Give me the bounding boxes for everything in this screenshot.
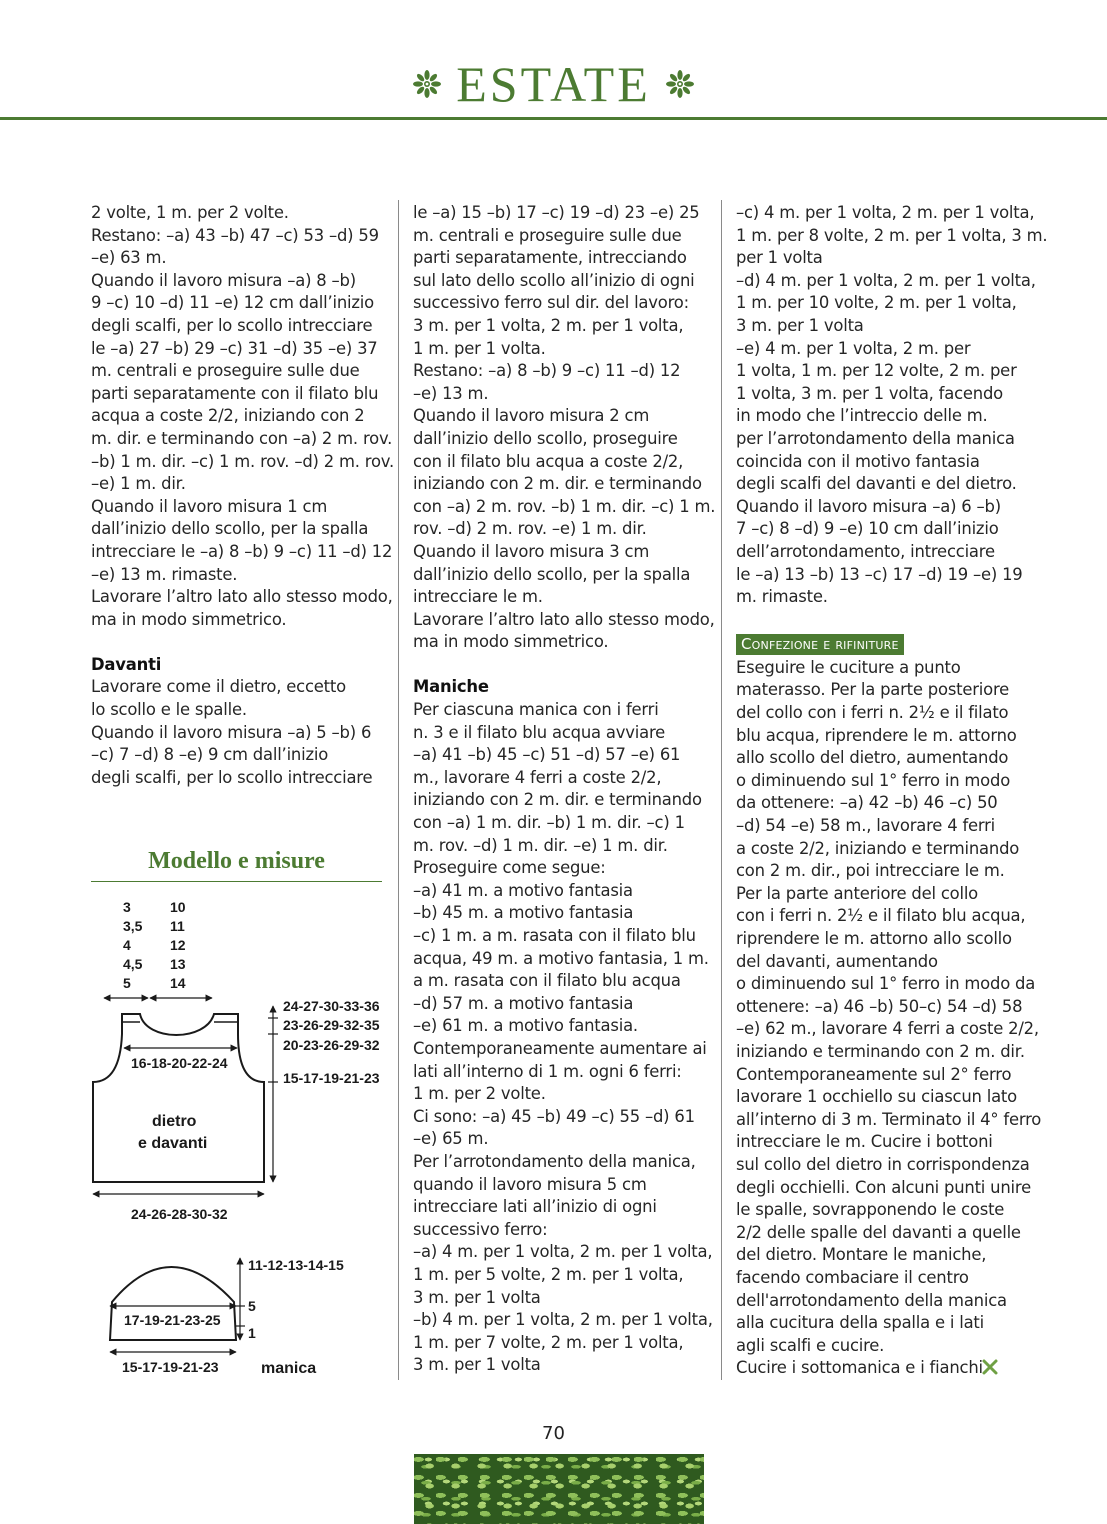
text-line: intrecciare lati all’inizio di ogni	[413, 1197, 657, 1217]
text-line: rov. –d) 2 m. rov. –e) 1 m. dir.	[413, 519, 647, 539]
text-line: agli scalfi e cucire.	[736, 1335, 885, 1355]
text-line: Quando il lavoro misura 2 cm	[413, 406, 650, 426]
text-line: –e) 13 m. rimaste.	[91, 564, 238, 584]
model-title: Modello e misure	[148, 848, 325, 874]
text-line: –d) 54 –e) 58 m., lavorare 4 ferri	[736, 816, 996, 836]
text-line: Quando il lavoro misura –a) 5 –b) 6	[91, 722, 372, 742]
size-label: 4	[123, 937, 131, 953]
text-line: del dietro. Montare le maniche,	[736, 1245, 987, 1265]
text-line: intrecciare le m.	[413, 587, 543, 607]
text-line: da ottenere: –a) 42 –b) 46 –c) 50	[736, 793, 998, 813]
text-line: –e) 1 m. dir.	[91, 474, 186, 494]
text-line: –e) 13 m.	[413, 383, 489, 403]
size-label: 13	[170, 956, 186, 972]
text-line: materasso. Per la parte posteriore	[736, 680, 1010, 700]
sleeve-height-label: 5	[248, 1298, 256, 1314]
text-line: le –a) 27 –b) 29 –c) 31 –d) 35 –e) 37	[91, 338, 378, 358]
text-line: 3 m. per 1 volta	[736, 315, 864, 335]
text-line: all’interno di 3 m. Terminato il 4° ferro	[736, 1109, 1042, 1129]
text-line: con il filato blu acqua a coste 2/2,	[413, 451, 684, 471]
text-line: ma in modo simmetrico.	[413, 632, 609, 652]
page-title: ESTATE	[456, 56, 651, 112]
text-line: Cucire i sottomanica e i fianchi.	[736, 1358, 988, 1378]
text-line: sul lato dello scollo all’inizio di ogni	[413, 270, 695, 290]
text-line: 2/2 delle spalle del davanti a quelle	[736, 1222, 1021, 1242]
text-line: 7 –c) 8 –d) 9 –e) 10 cm dall’inizio	[736, 519, 999, 539]
text-line: con –a) 1 m. dir. –b) 1 m. dir. –c) 1	[413, 813, 685, 833]
text-line: degli scalfi del davanti e del dietro.	[736, 474, 1017, 494]
size-table	[123, 899, 186, 991]
text-line: dall’inizio dello scollo, per la spalla	[91, 519, 369, 539]
text-line: riprendere le m. attorno allo scollo	[736, 929, 1012, 948]
text-line: 1 m. per 10 volte, 2 m. per 1 volta,	[736, 293, 1017, 313]
text-line: dall’inizio dello scollo, per la spalla	[413, 564, 691, 584]
size-label: 14	[170, 975, 186, 991]
text-line: n. 3 e il filato blu acqua avviare	[413, 722, 666, 742]
text-line: –a) 41 –b) 45 –c) 51 –d) 57 –e) 61	[413, 745, 681, 765]
text-line: –a) 4 m. per 1 volta, 2 m. per 1 volta,	[413, 1242, 713, 1262]
text-line: m. rov. –d) 1 m. dir. –e) 1 m. dir.	[413, 835, 668, 855]
section-label-confezione: Confezione e rifiniture	[736, 634, 904, 655]
text-line: le –a) 13 –b) 13 –c) 17 –d) 19 –e) 19	[736, 564, 1023, 584]
text-line: del collo con i ferri n. 2½ e il filato	[736, 703, 1009, 723]
text-line: a m. rasata con il filato blu acqua	[413, 971, 681, 991]
text-line: Per ciascuna manica con i ferri	[413, 700, 659, 720]
text-line: Lavorare come il dietro, eccetto	[91, 677, 346, 697]
text-line: quando il lavoro misura 5 cm	[413, 1174, 647, 1194]
text-line: Quando il lavoro misura 1 cm	[91, 496, 328, 516]
text-line: parti separatamente, intrecciando	[413, 248, 687, 268]
size-label: 3	[123, 899, 131, 915]
text-line: intrecciare le m. Cucire i bottoni	[736, 1132, 993, 1152]
text-line: sul collo del dietro in corrispondenza	[736, 1154, 1030, 1174]
text-line: o diminuendo sul 1° ferro in modo da	[736, 974, 1036, 994]
text-line: –d) 4 m. per 1 volta, 2 m. per 1 volta,	[736, 270, 1036, 290]
text-line: successivo ferro sul dir. del lavoro:	[413, 293, 689, 313]
sleeve-cap-label: 11-12-13-14-15	[248, 1257, 344, 1273]
text-line: m. centrali e proseguire sulle due	[91, 361, 360, 381]
text-line: Quando il lavoro misura 3 cm	[413, 541, 650, 561]
text-line: 1 m. per 7 volte, 2 m. per 1 volta,	[413, 1332, 684, 1352]
text-line: 3 m. per 1 volta	[413, 1355, 541, 1375]
text-line: facendo combaciare il centro	[736, 1267, 969, 1287]
text-line: o diminuendo sul 1° ferro in modo	[736, 770, 1011, 790]
text-line: dell'arrotondamento della manica	[736, 1290, 1007, 1310]
text-line: per 1 volta	[736, 248, 823, 268]
text-line: Ci sono: –a) 45 –b) 49 –c) 55 –d) 61	[413, 1106, 695, 1126]
text-line: con 2 m. dir., poi intrecciare le m.	[736, 861, 1005, 881]
text-line: Restano: –a) 43 –b) 47 –c) 53 –d) 59	[91, 225, 379, 245]
text-line: m. dir. e terminando con –a) 2 m. rov.	[91, 428, 393, 448]
text-line: m. centrali e proseguire sulle due	[413, 225, 682, 245]
sleeve-height-label: 1	[248, 1325, 256, 1341]
sleeve-outline	[110, 1267, 236, 1340]
text-line: 1 m. per 5 volte, 2 m. per 1 volta,	[413, 1264, 684, 1284]
text-line: Restano: –a) 8 –b) 9 –c) 11 –d) 12	[413, 361, 681, 381]
bottom-width-label: 24-26-28-30-32	[131, 1206, 228, 1222]
text-line: Per l’arrotondamento della manica,	[413, 1151, 696, 1171]
section-heading: Maniche	[413, 677, 489, 697]
page-number: 70	[542, 1423, 565, 1444]
height-label: 24-27-30-33-36	[283, 998, 380, 1014]
text-line: degli occhielli. Con alcuni punti unire	[736, 1177, 1031, 1197]
text-line: acqua a coste 2/2, iniziando con 2	[91, 406, 365, 426]
text-line: Contemporaneamente aumentare ai	[413, 1038, 707, 1058]
body-label: dietro	[152, 1113, 197, 1130]
text-line: in modo che l’intreccio delle m.	[736, 406, 988, 426]
text-line: con i ferri n. 2½ e il filato blu acqua,	[736, 906, 1026, 926]
text-line: con –a) 2 m. rov. –b) 1 m. dir. –c) 1 m.	[413, 496, 716, 516]
text-line: per l’arrotondamento della manica	[736, 428, 1015, 448]
text-line: alla cucitura della spalla e i lati	[736, 1313, 985, 1333]
text-line: iniziando con 2 m. dir. e terminando	[413, 790, 702, 810]
text-line: –e) 62 m., lavorare 4 ferri a coste 2/2,	[736, 1019, 1039, 1039]
text-line: Proseguire come segue:	[413, 858, 606, 878]
text-line: 3 m. per 1 volta	[413, 1287, 541, 1307]
text-line: blu acqua, riprendere le m. attorno	[736, 725, 1017, 745]
end-mark-icon	[984, 1361, 996, 1373]
text-line: 1 m. per 2 volte.	[413, 1084, 546, 1104]
sleeve-bottom-label: 15-17-19-21-23	[122, 1359, 219, 1375]
text-line: acqua, 49 m. a motivo fantasia, 1 m.	[413, 948, 709, 968]
text-line: allo scollo del dietro, aumentando	[736, 748, 1009, 768]
text-line: –e) 63 m.	[91, 248, 167, 268]
text-line: successivo ferro:	[413, 1219, 548, 1239]
text-line: lati all’interno di 1 m. ogni 6 ferri:	[413, 1061, 682, 1081]
text-line: –a) 41 m. a motivo fantasia	[413, 880, 633, 900]
sleeve-label: manica	[261, 1360, 317, 1377]
text-line: lo scollo e le spalle.	[91, 700, 247, 720]
height-label: 23-26-29-32-35	[283, 1017, 380, 1033]
text-line: m. rimaste.	[736, 587, 828, 607]
text-line: Quando il lavoro misura –a) 6 –b)	[736, 496, 1001, 516]
text-line: coincida con il motivo fantasia	[736, 451, 980, 471]
text-line: degli scalfi, per lo scollo intrecciare	[91, 315, 373, 335]
yarn-swatch-image	[414, 1454, 704, 1524]
inner-width-label: 16-18-20-22-24	[131, 1055, 228, 1071]
text-line: degli scalfi, per lo scollo intrecciare	[91, 767, 373, 787]
text-line: Contemporaneamente sul 2° ferro	[736, 1064, 1012, 1084]
body-outline	[93, 1014, 264, 1182]
height-label: 15-17-19-21-23	[283, 1070, 380, 1086]
text-line: intrecciare le –a) 8 –b) 9 –c) 11 –d) 12	[91, 541, 393, 561]
text-line: 1 m. per 8 volte, 2 m. per 1 volta, 3 m.	[736, 225, 1048, 245]
text-line: Eseguire le cuciture a punto	[736, 657, 961, 677]
text-line: 1 volta, 3 m. per 1 volta, facendo	[736, 383, 1004, 403]
section-heading: Davanti	[91, 654, 162, 674]
text-line: –b) 1 m. dir. –c) 1 m. rov. –d) 2 m. rov.	[91, 451, 395, 471]
text-line: ma in modo simmetrico.	[91, 609, 287, 629]
text-line: le spalle, sovrapponendo le coste	[736, 1200, 1005, 1220]
size-label: 4,5	[123, 956, 143, 972]
text-line: 1 volta, 1 m. per 12 volte, 2 m. per	[736, 361, 1017, 381]
text-line: –e) 65 m.	[413, 1129, 489, 1149]
text-line: –d) 57 m. a motivo fantasia	[413, 993, 634, 1013]
size-label: 10	[170, 899, 186, 915]
text-line: del davanti, aumentando	[736, 951, 938, 971]
size-label: 5	[123, 975, 131, 991]
text-line: Lavorare l’altro lato allo stesso modo,	[413, 609, 715, 629]
text-line: m., lavorare 4 ferri a coste 2/2,	[413, 767, 662, 787]
text-line: 9 –c) 10 –d) 11 –e) 12 cm dall’inizio	[91, 293, 374, 313]
size-label: 3,5	[123, 918, 143, 934]
text-line: –e) 61 m. a motivo fantasia.	[413, 1016, 638, 1036]
text-line: –b) 45 m. a motivo fantasia	[413, 903, 634, 923]
text-line: iniziando con 2 m. dir. e terminando	[413, 474, 702, 494]
text-line: parti separatamente con il filato blu	[91, 383, 379, 403]
text-line: –b) 4 m. per 1 volta, 2 m. per 1 volta,	[413, 1310, 713, 1330]
size-label: 12	[170, 937, 186, 953]
text-line: –c) 1 m. a m. rasata con il filato blu	[413, 926, 696, 945]
text-line: dell’arrotondamento, intrecciare	[736, 541, 995, 561]
text-line: 3 m. per 1 volta, 2 m. per 1 volta,	[413, 315, 684, 335]
height-label: 20-23-26-29-32	[283, 1037, 380, 1053]
text-line: lavorare 1 occhiello su ciascun lato	[736, 1087, 1017, 1107]
text-line: Lavorare l’altro lato allo stesso modo,	[91, 587, 393, 607]
sleeve-width-label: 17-19-21-23-25	[124, 1312, 221, 1328]
text-line: iniziando e terminando con 2 m. dir.	[736, 1041, 1025, 1061]
text-line: Per la parte anteriore del collo	[736, 883, 979, 903]
text-line: a coste 2/2, iniziando e terminando	[736, 838, 1020, 858]
text-line: dall’inizio dello scollo, proseguire	[413, 428, 678, 448]
text-line: 2 volte, 1 m. per 2 volte.	[91, 203, 289, 222]
text-line: ottenere: –a) 46 –b) 50–c) 54 –d) 58	[736, 996, 1023, 1016]
text-line: –c) 7 –d) 8 –e) 9 cm dall’inizio	[91, 745, 329, 765]
text-line: –c) 4 m. per 1 volta, 2 m. per 1 volta,	[736, 203, 1035, 222]
body-label: e davanti	[138, 1135, 208, 1152]
text-line: le –a) 15 –b) 17 –c) 19 –d) 23 –e) 25	[413, 203, 700, 222]
text-line: Quando il lavoro misura –a) 8 –b)	[91, 270, 356, 290]
text-line: 1 m. per 1 volta.	[413, 338, 546, 358]
size-label: 11	[170, 918, 185, 934]
text-line: –e) 4 m. per 1 volta, 2 m. per	[736, 338, 971, 358]
